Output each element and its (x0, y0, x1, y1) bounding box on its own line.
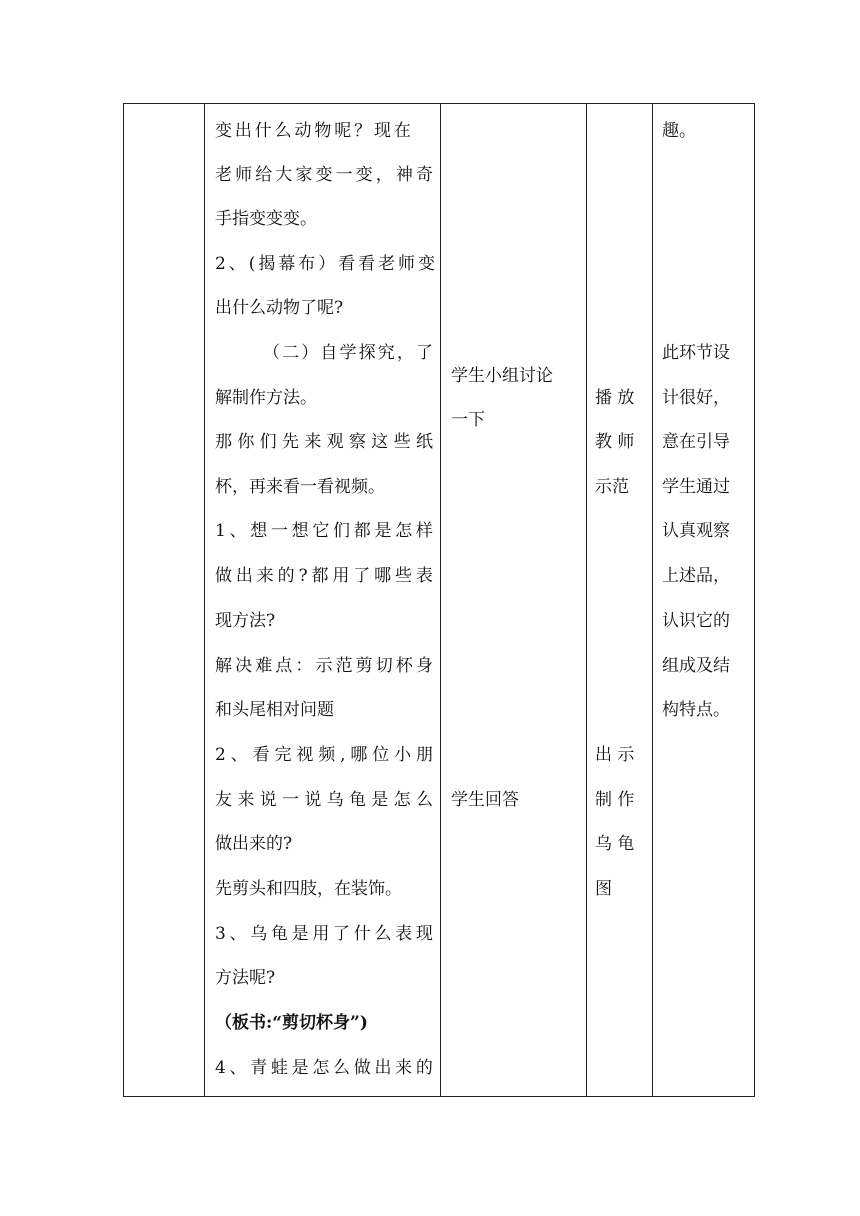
column-divider (204, 104, 205, 1096)
text-line: 制 作 (595, 790, 635, 810)
text-line: 做 出 来 的 ? 都 用 了 哪 些 表 (215, 566, 433, 586)
text-line: 此环节设 (662, 343, 730, 363)
text-line: 认识它的 (662, 611, 730, 631)
column-divider (652, 104, 653, 1096)
teacher-activity-cell (215, 104, 435, 1096)
lesson-plan-table (123, 103, 755, 1097)
text-line: （ 二 ） 自 学 探 究 ， 了 (263, 343, 433, 363)
text-line: 那 你 们 先 来 观 察 这 些 纸 (215, 432, 433, 452)
blackboard-note: （板书:“剪切杯身”) (215, 1013, 368, 1033)
text-line: 计很好， (662, 388, 730, 408)
text-line: 解 决 难 点 ： 示 范 剪 切 杯 身 (215, 656, 433, 676)
text-line: 1 、 想 一 想 它 们 都 是 怎 样 (215, 521, 433, 541)
text-line: 学生回答 (451, 790, 519, 810)
column-divider (586, 104, 587, 1096)
text-line: 组成及结 (662, 656, 730, 676)
text-line: 认真观察 (662, 521, 730, 541)
text-line: 示范 (595, 477, 629, 497)
text-line: 教 师 (595, 432, 635, 452)
text-line: 手指变变变。 (215, 209, 317, 229)
text-line: 2 、 看 完 视 频 , 哪 位 小 朋 (215, 745, 433, 765)
text-line: 出 示 (595, 745, 635, 765)
text-line: 出什么动物了呢? (215, 298, 344, 318)
media-cell (595, 104, 649, 1096)
text-line: 2 、 ( 揭 幕 布 ） 看 看 老 师 变 (215, 254, 435, 274)
text-line: 构特点。 (662, 700, 730, 720)
text-line: 上述品， (662, 566, 730, 586)
text-line: 意在引导 (662, 432, 730, 452)
stage-cell (125, 104, 204, 1096)
design-intent-cell (662, 104, 752, 1096)
text-line: 现方法? (215, 611, 276, 631)
text-line: 解制作方法。 (215, 388, 317, 408)
text-line: 学生小组讨论 (451, 366, 553, 386)
text-line: 播 放 (595, 388, 635, 408)
text-line: 方法呢? (215, 968, 276, 988)
text-line: 和头尾相对问题 (215, 700, 334, 720)
text-line: 图 (595, 879, 612, 899)
text-line: 友 来 说 一 说 乌 龟 是 怎 么 (215, 790, 433, 810)
text-line: 老 师 给 大 家 变 一 变 ， 神 奇 (215, 165, 433, 185)
text-line: 趣。 (662, 121, 696, 141)
text-line: 乌 龟 (595, 834, 635, 854)
text-line: 变 出 什 么 动 物 呢 ？ 现 在 (215, 121, 411, 141)
text-line: 学生通过 (662, 477, 730, 497)
text-line: 一下 (451, 410, 485, 430)
text-line: 4 、 青 蛙 是 怎 么 做 出 来 的 (215, 1058, 433, 1078)
text-line: 杯，再来看一看视频。 (215, 477, 385, 497)
column-divider (440, 104, 441, 1096)
text-line: 做出来的? (215, 834, 293, 854)
text-line: 3 、 乌 龟 是 用 了 什 么 表 现 (215, 924, 433, 944)
text-line: 先剪头和四肢，在装饰。 (215, 879, 402, 899)
student-activity-cell (451, 104, 585, 1096)
